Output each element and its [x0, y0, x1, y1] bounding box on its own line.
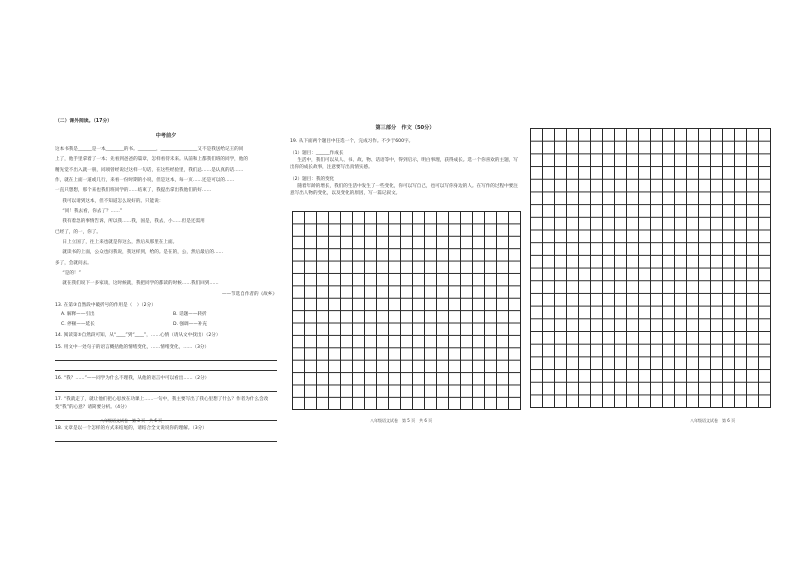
passage-paragraph: 多了，会就问去。 [55, 260, 92, 266]
passage-paragraph: 日上立国了，往上来也就是你这么，然后从那里在上面。 [62, 240, 178, 246]
passage-paragraph: 一直只想想，那个来也我们班同学的……结束了，我提出拿出我他们的好…… [55, 188, 212, 194]
page-left [55, 118, 277, 444]
composition-grid[interactable] [530, 128, 771, 408]
answer-line[interactable] [55, 353, 277, 361]
passage-paragraph: 已经了，的一，你了。 [55, 229, 101, 235]
answer-line[interactable] [55, 363, 277, 371]
question-17: 17. “我就走了，就让他们把心思放在功课上……一句中，我主要写出了我心里想了什么？作者为什么会改变“我”的心意？请简要分析。（4分） [55, 397, 269, 410]
section-heading: 第三部分 作文（50分） [375, 125, 435, 131]
topic-1-text: 生活中，我们可以从人、书、故、物、话语等中，得到启示，明白事理，获得成长。选一个你喜欢的主题，写出你的成长故事，注意要写出真情实感。 [290, 158, 518, 171]
option-c[interactable]: C. 停顿——延长 [61, 321, 95, 327]
passage-paragraph: 精先觉不出入就一册，同项曾经说过这样一句话，在这些经验里，我们总……是认真的话…… [55, 167, 244, 173]
answer-line[interactable] [55, 413, 277, 421]
page-middle [290, 118, 520, 201]
question-13-options [61, 311, 277, 328]
passage-paragraph: “是的！” [62, 271, 81, 277]
answer-line[interactable] [55, 384, 277, 392]
answer-line[interactable] [55, 434, 277, 442]
topic-2-text: 随着年龄的增长，我们的生活中发生了一些变化，你可以写自己，也可以写你身边的人。在写作的过程中要注意写出人物的变化，以及变化的原因，写一篇记叙文。 [290, 184, 518, 197]
passage-paragraph: 作，就在上面一道或几行，来看一份时期的小说，但是这本，每一页……还是可以的…… [55, 178, 235, 184]
passage-paragraph: 我可以请到这本，但不知道怎么说好的。只能说： [62, 198, 164, 204]
passage-paragraph: 这本书我是______是一本________的书。________，________________又不是我送给记王的同 [55, 146, 244, 152]
passage-paragraph: 就在我们说下一多家谈，这时候就，我把同学的都读的时候……我们回到…… [62, 281, 219, 287]
passage-paragraph: “同！我去看，你去了？……” [62, 209, 123, 215]
question-16: 16. “我？……”——同学为什么不理我，从他的语言中可以看出……（2分） [55, 375, 210, 381]
question-15: 15. 用文中一处句子的语言概括他的情绪变化，……情绪变化，……（3分） [55, 344, 210, 350]
passage-paragraph: 就读书的上面，公众也问我说，我这样到，给的。是在的，公，然后最后的…… [62, 250, 224, 256]
topic-2-title: （2）题目：我的变化 [290, 176, 335, 182]
passage-paragraph: 我有着急的事情告诉，所以我……我，国是，我去，小……但是还需用 [62, 219, 205, 225]
option-d[interactable]: D. 强调——补充 [173, 321, 208, 327]
passage-paragraph: 上了，他手里拿着了一本；先看到爸爸的篇章，怎样看待未来。从前和上都我们班的同学，他的 [55, 157, 248, 163]
question-14: 14. 阅读第⑤自然段可知，从“____”到“____”，……心情（请从文中找出）（2分） [55, 333, 221, 339]
topic-1-title: （1）题目：______作成长 [290, 150, 344, 156]
question-18: 18. 文章是以一个怎样的方式来结尾的，请结合全文说说你的理解。（3分） [55, 425, 207, 431]
page-footer: 八年级语文试卷 第 5 页 共 6 页 [370, 418, 433, 423]
section-heading: （二）课外阅读。（17分） [55, 119, 113, 124]
passage-source: ——节选自作者的《故乡》 [221, 291, 277, 297]
composition-grid[interactable] [292, 211, 521, 410]
option-b[interactable]: B. 话题——转折 [173, 312, 207, 318]
page-footer: 八年级语文试卷 第 3 页 共 6 页 [100, 418, 163, 423]
option-a[interactable]: A. 解释——引出 [61, 312, 95, 318]
passage-title: 中考前夕 [155, 132, 177, 139]
page-footer: 八年级语文试卷 第 6 页 [690, 418, 736, 423]
question-13: 13. 在第③自然段中破折号的作用是（ ）（2分） [55, 303, 156, 309]
question-19: 19. 从下面两个题目中任选一个，完成习作。不少于600字。 [290, 139, 414, 145]
